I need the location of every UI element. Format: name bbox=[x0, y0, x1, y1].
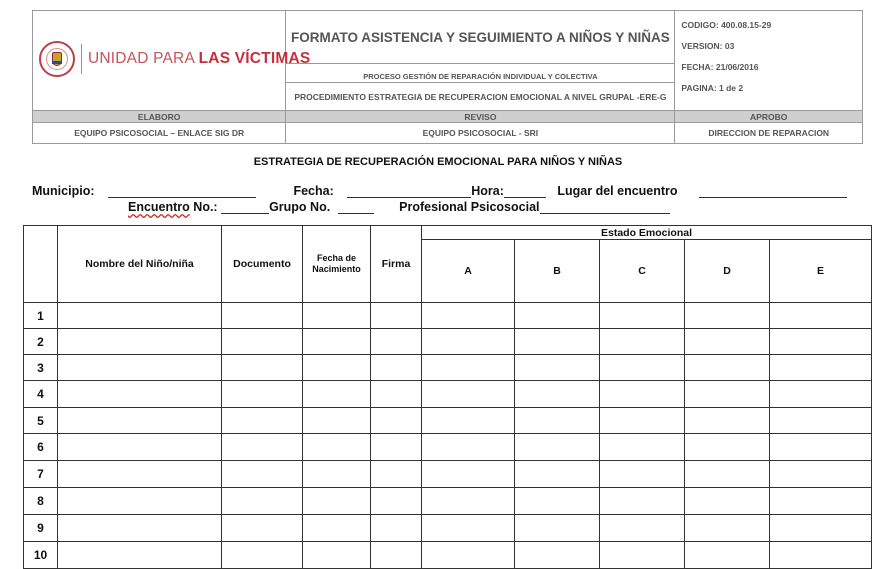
estado-c-cell[interactable] bbox=[600, 488, 685, 515]
profesional-label: Profesional Psicosocial bbox=[399, 200, 540, 214]
estado-b-cell[interactable] bbox=[515, 381, 600, 408]
nombre-cell[interactable] bbox=[58, 515, 222, 542]
row-number-header bbox=[24, 226, 58, 303]
lugar-label: Lugar del encuentro bbox=[557, 184, 678, 198]
estado-d-cell[interactable] bbox=[685, 329, 770, 355]
fecha-nacimiento-cell[interactable] bbox=[303, 461, 371, 488]
estado-b-cell[interactable] bbox=[515, 408, 600, 434]
fecha-nacimiento-cell[interactable] bbox=[303, 329, 371, 355]
row-number: 5 bbox=[24, 408, 58, 434]
estado-emocional-header: Estado Emocional bbox=[422, 226, 872, 240]
coat-of-arms-icon bbox=[39, 41, 75, 77]
firma-cell[interactable] bbox=[371, 515, 422, 542]
form-line-1 bbox=[32, 184, 847, 198]
estado-d-cell[interactable] bbox=[685, 434, 770, 461]
row-number: 7 bbox=[24, 461, 58, 488]
estado-e-cell[interactable] bbox=[770, 408, 872, 434]
fecha-nacimiento-cell[interactable] bbox=[303, 408, 371, 434]
estado-d-cell[interactable] bbox=[685, 381, 770, 408]
documento-cell[interactable] bbox=[222, 542, 303, 569]
row-number: 3 bbox=[24, 355, 58, 381]
estado-e-cell[interactable] bbox=[770, 461, 872, 488]
attendance-table bbox=[23, 225, 872, 569]
profesional-field[interactable] bbox=[540, 200, 670, 214]
nombre-cell[interactable] bbox=[58, 355, 222, 381]
estado-b-cell[interactable] bbox=[515, 461, 600, 488]
documento-header: Documento bbox=[222, 226, 303, 303]
encuentro-field[interactable] bbox=[221, 200, 269, 214]
estado-b-cell[interactable] bbox=[515, 488, 600, 515]
estado-e-cell[interactable] bbox=[770, 542, 872, 569]
form-line-2 bbox=[128, 200, 670, 214]
aprobo-header: APROBO bbox=[675, 111, 863, 123]
estado-a-cell[interactable] bbox=[422, 408, 515, 434]
estado-a-cell[interactable] bbox=[422, 355, 515, 381]
elaboro-header: ELABORO bbox=[33, 111, 286, 123]
fecha-doc: FECHA: 21/06/2016 bbox=[681, 62, 759, 72]
nombre-cell[interactable] bbox=[58, 408, 222, 434]
estado-d-cell[interactable] bbox=[685, 542, 770, 569]
municipio-field[interactable] bbox=[108, 184, 256, 198]
grupo-field[interactable] bbox=[338, 200, 374, 214]
firma-cell[interactable] bbox=[371, 381, 422, 408]
estado-b-cell[interactable] bbox=[515, 303, 600, 329]
firma-cell[interactable] bbox=[371, 434, 422, 461]
reviso-header: REVISO bbox=[286, 111, 675, 123]
estado-d-cell[interactable] bbox=[685, 461, 770, 488]
estado-d-cell[interactable] bbox=[685, 303, 770, 329]
row-number: 8 bbox=[24, 488, 58, 515]
documento-cell[interactable] bbox=[222, 329, 303, 355]
documento-cell[interactable] bbox=[222, 488, 303, 515]
nombre-cell[interactable] bbox=[58, 434, 222, 461]
fecha-nacimiento-cell[interactable] bbox=[303, 488, 371, 515]
estado-a-cell[interactable] bbox=[422, 461, 515, 488]
hora-field[interactable] bbox=[504, 184, 546, 198]
estado-e-cell[interactable] bbox=[770, 434, 872, 461]
elaboro-value: EQUIPO PSICOSOCIAL – ENLACE SIG DR bbox=[33, 123, 286, 144]
aprobo-value: DIRECCION DE REPARACION bbox=[675, 123, 863, 144]
documento-cell[interactable] bbox=[222, 408, 303, 434]
row-number: 9 bbox=[24, 515, 58, 542]
documento-cell[interactable] bbox=[222, 461, 303, 488]
estado-c-cell[interactable] bbox=[600, 408, 685, 434]
table-row bbox=[24, 461, 872, 488]
firma-header: Firma bbox=[371, 226, 422, 303]
fecha-label: Fecha: bbox=[293, 184, 334, 198]
document-header bbox=[32, 10, 863, 144]
estado-b-cell[interactable] bbox=[515, 355, 600, 381]
hora-label: Hora: bbox=[471, 184, 504, 198]
table-row bbox=[24, 542, 872, 569]
estado-c-cell[interactable] bbox=[600, 461, 685, 488]
version: VERSION: 03 bbox=[681, 41, 735, 51]
row-number: 1 bbox=[24, 303, 58, 329]
estado-c-cell[interactable] bbox=[600, 381, 685, 408]
documento-cell[interactable] bbox=[222, 303, 303, 329]
estado-a-cell[interactable] bbox=[422, 381, 515, 408]
estado-e-cell[interactable] bbox=[770, 488, 872, 515]
nombre-header: Nombre del Niño/niña bbox=[58, 226, 222, 303]
estado-e-cell[interactable] bbox=[770, 329, 872, 355]
nombre-cell[interactable] bbox=[58, 488, 222, 515]
estado-col-d: D bbox=[685, 240, 770, 303]
estado-a-cell[interactable] bbox=[422, 542, 515, 569]
table-row bbox=[24, 434, 872, 461]
table-row bbox=[24, 488, 872, 515]
fecha-nacimiento-header: Fecha de Nacimiento bbox=[303, 226, 371, 303]
document-title: FORMATO ASISTENCIA Y SEGUIMIENTO A NIÑOS Y NIÑAS bbox=[286, 11, 675, 64]
firma-cell[interactable] bbox=[371, 542, 422, 569]
firma-cell[interactable] bbox=[371, 461, 422, 488]
estado-b-cell[interactable] bbox=[515, 434, 600, 461]
codigo: CODIGO: 400.08.15-29 bbox=[681, 20, 772, 30]
documento-cell[interactable] bbox=[222, 355, 303, 381]
estado-b-cell[interactable] bbox=[515, 515, 600, 542]
institution-logo bbox=[39, 41, 310, 77]
nombre-cell[interactable] bbox=[58, 381, 222, 408]
fecha-nacimiento-cell[interactable] bbox=[303, 381, 371, 408]
table-row bbox=[24, 408, 872, 434]
firma-cell[interactable] bbox=[371, 303, 422, 329]
fecha-nacimiento-cell[interactable] bbox=[303, 515, 371, 542]
nombre-cell[interactable] bbox=[58, 461, 222, 488]
grupo-label: Grupo No. bbox=[269, 200, 331, 214]
nombre-cell[interactable] bbox=[58, 303, 222, 329]
form-title: ESTRATEGIA DE RECUPERACIÓN EMOCIONAL PARA NIÑOS Y NIÑAS bbox=[253, 156, 623, 168]
estado-e-cell[interactable] bbox=[770, 355, 872, 381]
estado-a-cell[interactable] bbox=[422, 488, 515, 515]
documento-cell[interactable] bbox=[222, 515, 303, 542]
estado-a-cell[interactable] bbox=[422, 303, 515, 329]
firma-cell[interactable] bbox=[371, 329, 422, 355]
encuentro-label: Encuentro No.: bbox=[128, 200, 218, 214]
documento-cell[interactable] bbox=[222, 434, 303, 461]
estado-col-e: E bbox=[770, 240, 872, 303]
fecha-field[interactable] bbox=[347, 184, 471, 198]
logo-cell bbox=[33, 11, 311, 111]
pagina: PAGINA: 1 de 2 bbox=[681, 83, 744, 93]
nombre-cell[interactable] bbox=[58, 542, 222, 569]
estado-col-b: B bbox=[515, 240, 600, 303]
firma-cell[interactable] bbox=[371, 355, 422, 381]
fecha-nacimiento-cell[interactable] bbox=[303, 542, 371, 569]
table-row bbox=[24, 329, 872, 355]
estado-d-cell[interactable] bbox=[685, 408, 770, 434]
lugar-field[interactable] bbox=[699, 184, 847, 198]
estado-e-cell[interactable] bbox=[770, 303, 872, 329]
process-name: PROCESO GESTIÓN DE REPARACIÓN INDIVIDUAL Y COLECTIVA bbox=[286, 64, 675, 83]
table-row bbox=[24, 381, 872, 408]
fecha-nacimiento-cell[interactable] bbox=[303, 303, 371, 329]
estado-c-cell[interactable] bbox=[600, 542, 685, 569]
logo-text: UNIDAD PARA LAS VÍCTIMAS bbox=[88, 50, 311, 67]
estado-a-cell[interactable] bbox=[422, 329, 515, 355]
estado-d-cell[interactable] bbox=[685, 515, 770, 542]
table-row bbox=[24, 303, 872, 329]
row-number: 10 bbox=[24, 542, 58, 569]
estado-c-cell[interactable] bbox=[600, 329, 685, 355]
document-metadata bbox=[675, 11, 863, 111]
estado-c-cell[interactable] bbox=[600, 355, 685, 381]
reviso-value: EQUIPO PSICOSOCIAL - SRI bbox=[286, 123, 675, 144]
row-number: 6 bbox=[24, 434, 58, 461]
row-number: 4 bbox=[24, 381, 58, 408]
estado-a-cell[interactable] bbox=[422, 434, 515, 461]
estado-col-a: A bbox=[422, 240, 515, 303]
estado-d-cell[interactable] bbox=[685, 355, 770, 381]
estado-c-cell[interactable] bbox=[600, 434, 685, 461]
estado-b-cell[interactable] bbox=[515, 542, 600, 569]
estado-c-cell[interactable] bbox=[600, 515, 685, 542]
documento-cell[interactable] bbox=[222, 381, 303, 408]
procedure-name: PROCEDIMIENTO ESTRATEGIA DE RECUPERACION EMOCIONAL A NIVEL GRUPAL -ERE-G bbox=[286, 83, 675, 111]
firma-cell[interactable] bbox=[371, 488, 422, 515]
table-row bbox=[24, 515, 872, 542]
row-number: 2 bbox=[24, 329, 58, 355]
estado-a-cell[interactable] bbox=[422, 515, 515, 542]
fecha-nacimiento-cell[interactable] bbox=[303, 355, 371, 381]
fecha-nacimiento-cell[interactable] bbox=[303, 434, 371, 461]
municipio-label: Municipio: bbox=[32, 184, 95, 198]
firma-cell[interactable] bbox=[371, 408, 422, 434]
estado-b-cell[interactable] bbox=[515, 329, 600, 355]
estado-col-c: C bbox=[600, 240, 685, 303]
estado-e-cell[interactable] bbox=[770, 381, 872, 408]
estado-d-cell[interactable] bbox=[685, 488, 770, 515]
estado-c-cell[interactable] bbox=[600, 303, 685, 329]
table-row bbox=[24, 355, 872, 381]
nombre-cell[interactable] bbox=[58, 329, 222, 355]
estado-e-cell[interactable] bbox=[770, 515, 872, 542]
